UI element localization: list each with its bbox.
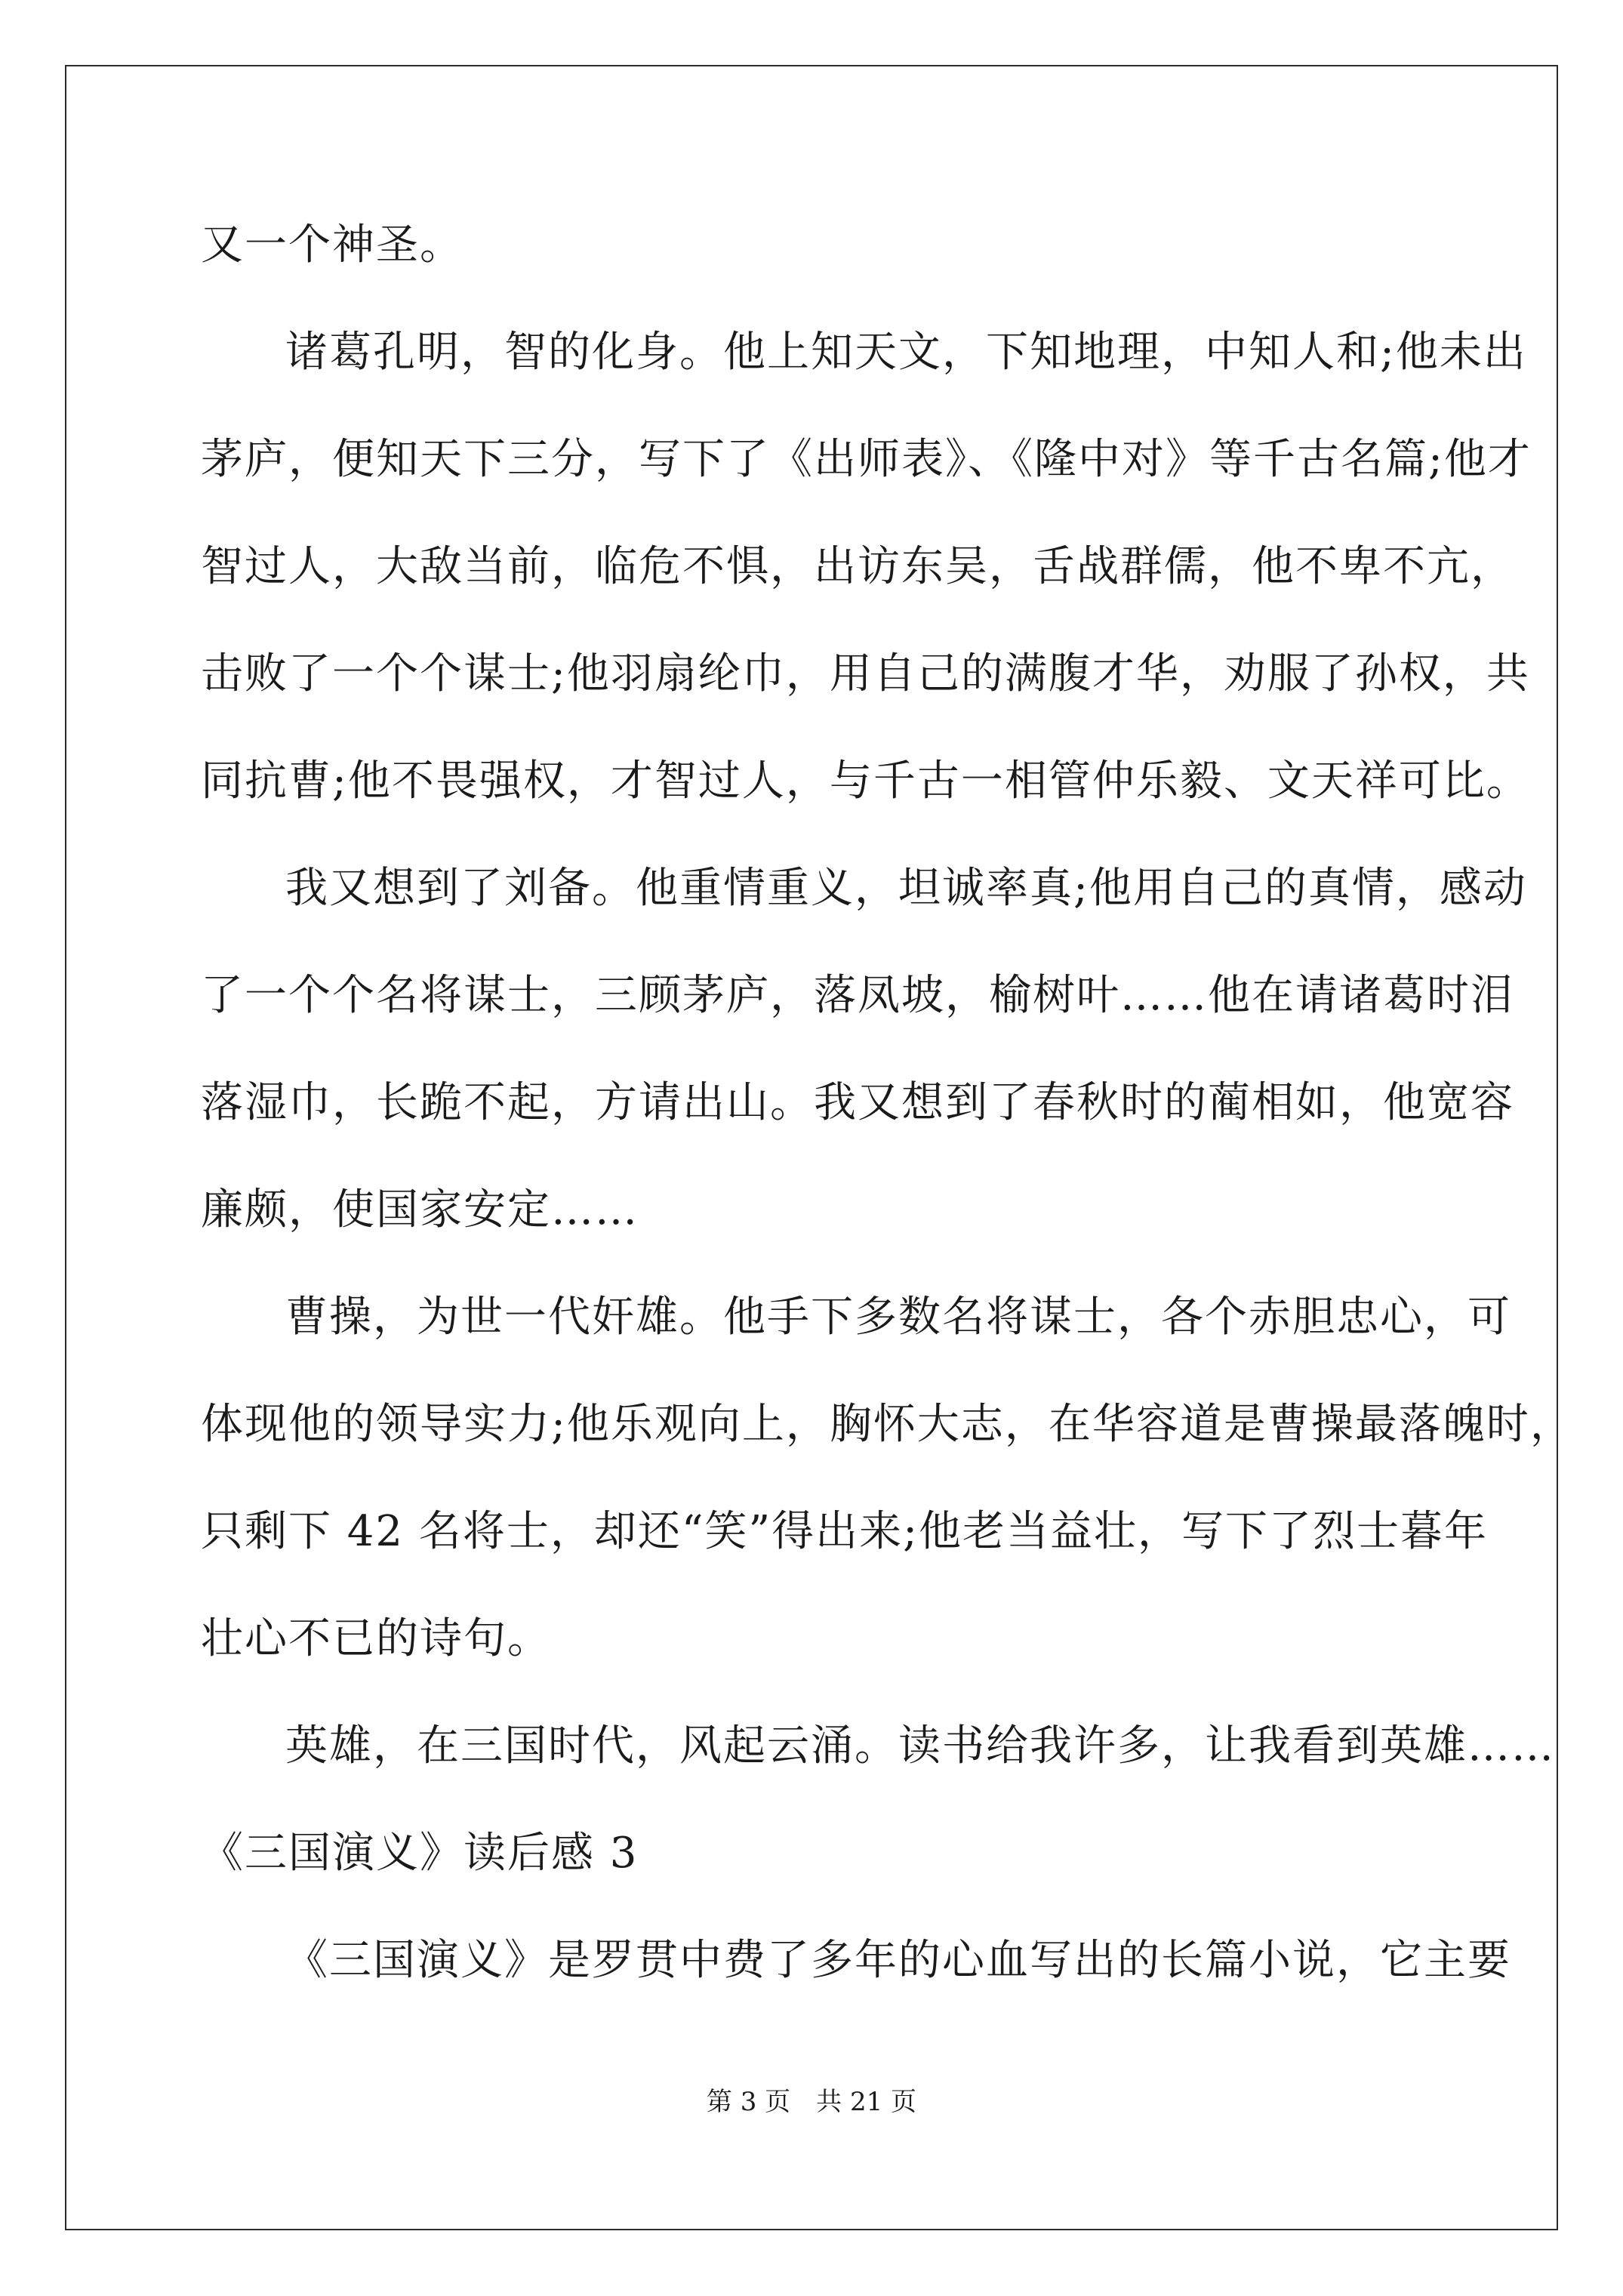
paragraph-first-line: 英雄，在三国时代，风起云涌。读书给我许多，让我看到英雄…… — [285, 1721, 1555, 1771]
text-line: 只剩下 42 名将士，却还“笑”得出来;他老当益壮，写下了烈士暮年 — [201, 1507, 1488, 1556]
section-heading: 《三国演义》读后感 3 — [201, 1829, 639, 1878]
text-line: 同抗曹;他不畏强权，才智过人，与千古一相管仲乐毅、文天祥可比。 — [201, 757, 1530, 806]
text-line: 壮心不已的诗句。 — [201, 1614, 551, 1663]
text-line: 茅庐，便知天下三分，写下了《出师表》、《隆中对》等千古名篇;他才 — [201, 435, 1532, 484]
text-line: 又一个神圣。 — [201, 220, 463, 270]
paragraph-first-line: 诸葛孔明，智的化身。他上知天文，下知地理，中知人和;他未出 — [285, 328, 1527, 377]
text-line: 廉颇，使国家安定…… — [201, 1185, 639, 1234]
text-line: 落湿巾，长跪不起，方请出山。我又想到了春秋时的蔺相如，他宽容 — [201, 1078, 1514, 1127]
page-number: 第 3 页 — [706, 2087, 791, 2117]
text-line: 体现他的领导实力;他乐观向上，胸怀大志，在华容道是曹操最落魄时， — [201, 1400, 1574, 1449]
paragraph-first-line: 《三国演义》是罗贯中费了多年的心血写出的长篇小说，它主要 — [285, 1936, 1511, 1985]
document-body — [201, 192, 1574, 2014]
page-footer — [0, 2081, 1623, 2118]
paragraph-first-line: 我又想到了刘备。他重情重义，坦诚率真;他用自己的真情，感动 — [285, 864, 1527, 913]
paragraph-first-line: 曹操，为世一代奸雄。他手下多数名将谋士，各个赤胆忠心，可 — [285, 1293, 1511, 1342]
text-line: 击败了一个个谋士;他羽扇纶巾，用自己的满腹才华，劝服了孙权，共 — [201, 649, 1530, 698]
page-total: 共 21 页 — [816, 2087, 917, 2117]
text-line: 了一个个名将谋士，三顾茅庐，落凤坡，榆树叶……他在请诸葛时泪 — [201, 971, 1514, 1020]
text-line: 智过人，大敌当前，临危不惧，出访东吴，舌战群儒，他不卑不亢， — [201, 542, 1514, 591]
